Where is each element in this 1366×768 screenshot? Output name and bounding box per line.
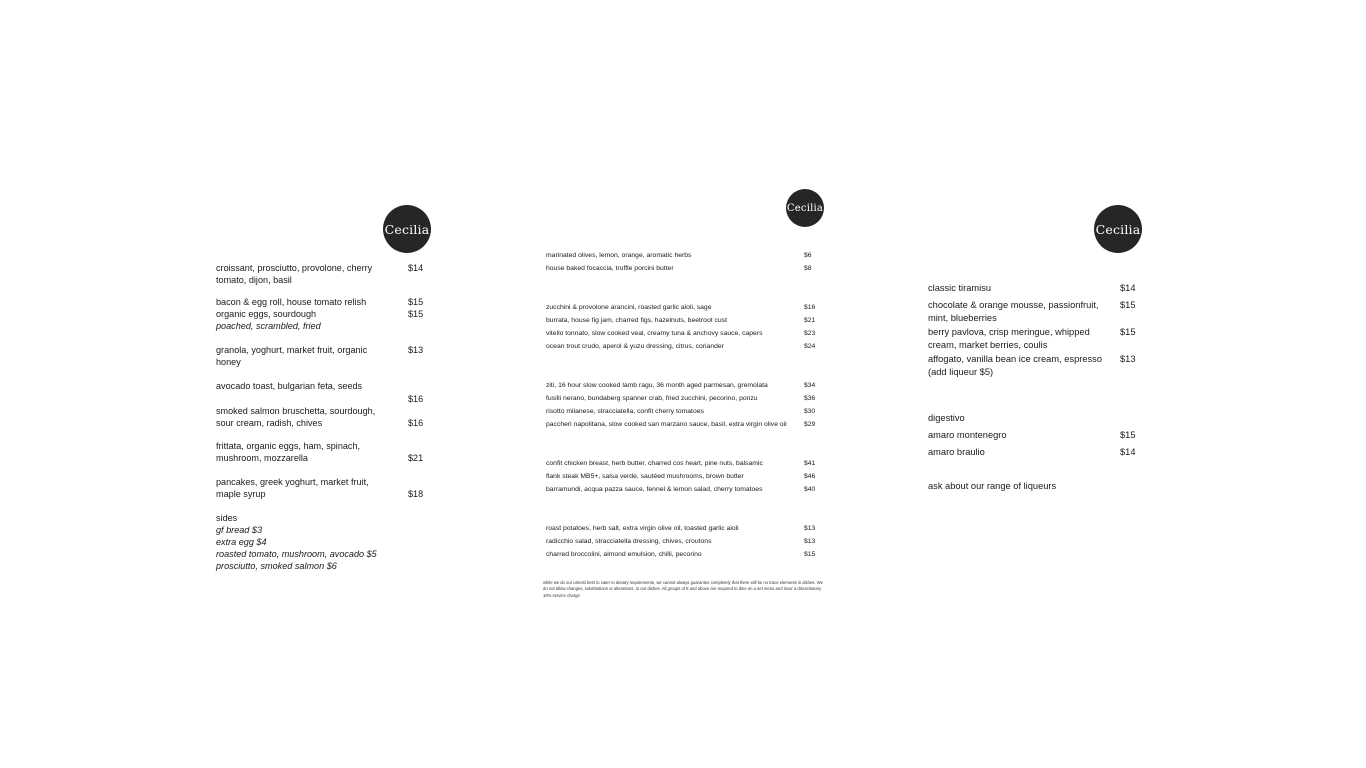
item-price: $15: [804, 551, 816, 558]
menu-item: [928, 353, 1140, 379]
item-name: roast potatoes, herb salt, extra virgin olive oil, toasted garlic aioli: [546, 525, 739, 532]
item-price: $18: [408, 489, 424, 499]
item-price-row: [216, 392, 426, 405]
menu-item: [216, 344, 426, 368]
menu-item: [546, 327, 818, 340]
item-price: $13: [408, 345, 424, 355]
menu-section: [546, 457, 818, 496]
menu-item: [216, 405, 426, 429]
menu-section: [546, 301, 818, 353]
item-price: $14: [408, 263, 424, 273]
item-price: $13: [1120, 354, 1136, 364]
menu-item: [546, 548, 818, 561]
item-price: $16: [408, 418, 424, 428]
menu-item: [546, 262, 818, 275]
item-price: $29: [804, 421, 816, 428]
item-name: fusilli nerano, bundaberg spanner crab, fried zucchini, pecorino, ponzu: [546, 395, 758, 402]
item-price: $6: [804, 252, 812, 259]
liqueur-note: ask about our range of liqueurs: [928, 481, 1057, 491]
menu-item: [546, 535, 818, 548]
digestivo-heading: digestivo: [928, 413, 965, 423]
item-name: zucchini & provolone arancini, roasted garlic aioli, sage: [546, 304, 712, 311]
menu-item: [928, 326, 1140, 352]
menu-item: [546, 418, 818, 431]
menu-section: [546, 249, 818, 275]
menu-item: [928, 446, 1140, 459]
menu-item: [546, 249, 818, 262]
item-name: croissant, prosciutto, provolone, cherry tomato, dijon, basil: [216, 263, 373, 285]
side-item: extra egg $4: [216, 537, 267, 547]
item-name: classic tiramisu: [928, 283, 992, 293]
item-name: avocado toast, bulgarian feta, seeds: [216, 381, 363, 391]
item-name-row: [216, 380, 426, 392]
menu-item: [216, 476, 426, 500]
menu-item: [928, 282, 1140, 295]
menu-item: [546, 301, 818, 314]
item-price: $34: [804, 382, 816, 389]
menu-item: [546, 470, 818, 483]
side-item: prosciutto, smoked salmon $6: [216, 561, 337, 571]
item-price: $13: [804, 525, 816, 532]
item-name: pancakes, greek yoghurt, market fruit, maple syrup: [216, 477, 369, 499]
menu-item: [546, 392, 818, 405]
item-price: $15: [408, 309, 424, 319]
dinner-menu: [546, 249, 818, 561]
item-price: $16: [408, 394, 424, 404]
item-price: $15: [1120, 300, 1136, 310]
item-price: $40: [804, 486, 816, 493]
item-price: $23: [804, 330, 816, 337]
item-name: paccheri napolitana, slow cooked san marzano sauce, basil, extra virgin olive oil: [546, 421, 787, 428]
menu-item: [546, 522, 818, 535]
item-price: $41: [804, 460, 816, 467]
item-price: $14: [1120, 283, 1136, 293]
menu-item: [546, 314, 818, 327]
item-name: frittata, organic eggs, ham, spinach, mushroom, mozzarella: [216, 441, 361, 463]
sides-heading: sides: [216, 513, 238, 523]
menu-section: [546, 522, 818, 561]
item-name: confit chicken breast, herb butter, charred cos heart, pine nuts, balsamic: [546, 460, 763, 467]
item-price: $46: [804, 473, 816, 480]
menu-item: [216, 262, 426, 286]
menu-item: [546, 340, 818, 353]
side-item: gf bread $3: [216, 525, 263, 535]
cecilia-logo: Cecilia: [383, 205, 431, 253]
item-price: $15: [408, 297, 424, 307]
cecilia-logo: Cecilia: [786, 189, 824, 227]
item-price: $16: [804, 304, 816, 311]
menu-item: [546, 379, 818, 392]
dietary-footnote: while we do our utmost best to cater to dietary requirements, we cannot always guarantee completely that there will be no trace elements in dishes. We do not allow changes, substitutions or alterations, to our dishes. All groups of 8 and above are required to dine on a set menu and incur a discretionary 10% service charge: [543, 580, 823, 598]
item-price: $24: [804, 343, 816, 350]
item-name: granola, yoghurt, market fruit, organic honey: [216, 345, 368, 367]
breakfast-menu: [216, 262, 426, 572]
item-name: flank steak MB5+, salsa verde, sautéed mushrooms, brown butter: [546, 473, 744, 480]
menu-item: [216, 296, 426, 308]
item-price: $21: [408, 453, 424, 463]
item-name: risotto milanese, stracciatella, confit cherry tomatoes: [546, 408, 704, 415]
menu-item: [546, 457, 818, 470]
item-name: marinated olives, lemon, orange, aromatic herbs: [546, 252, 692, 259]
item-price: $30: [804, 408, 816, 415]
item-price: $15: [1120, 430, 1136, 440]
item-name: berry pavlova, crisp meringue, whipped cream, market berries, coulis: [928, 327, 1090, 350]
item-name: organic eggs, sourdough: [216, 309, 317, 319]
item-price: $36: [804, 395, 816, 402]
item-name: ziti, 16 hour slow cooked lamb ragu, 36 month aged parmesan, gremolata: [546, 382, 768, 389]
item-name: chocolate & orange mousse, passionfruit, mint, blueberries: [928, 300, 1099, 323]
cecilia-logo: Cecilia: [1094, 205, 1142, 253]
item-name: house baked focaccia, truffle porcini butter: [546, 265, 674, 272]
menu-section: [546, 379, 818, 431]
menu-item: [546, 483, 818, 496]
menu-item: [216, 440, 426, 464]
item-name: smoked salmon bruschetta, sourdough, sour cream, radish, chives: [216, 406, 376, 428]
item-name: affogato, vanilla bean ice cream, espresso (add liqueur $5): [928, 354, 1102, 377]
menu-item: [546, 405, 818, 418]
item-name: amaro braulio: [928, 447, 985, 457]
dessert-menu: [928, 282, 1140, 493]
item-option: poached, scrambled, fried: [216, 321, 321, 331]
item-name: bacon & egg roll, house tomato relish: [216, 297, 367, 307]
item-name: charred broccolini, almond emulsion, chilli, pecorino: [546, 551, 702, 558]
item-name: amaro montenegro: [928, 430, 1007, 440]
item-price: $14: [1120, 447, 1136, 457]
item-name: vitello tonnato, slow cooked veal, creamy tuna & anchovy sauce, capers: [546, 330, 763, 337]
menu-item: [216, 380, 426, 405]
item-price: $13: [804, 538, 816, 545]
item-price: $21: [804, 317, 816, 324]
item-price: $15: [1120, 327, 1136, 337]
menu-item: [928, 299, 1140, 325]
menu-item: [928, 429, 1140, 442]
item-name: radicchio salad, stracciatella dressing, chives, croutons: [546, 538, 712, 545]
item-price: $8: [804, 265, 812, 272]
side-item: roasted tomato, mushroom, avocado $5: [216, 549, 377, 559]
item-name: barramundi, acqua pazza sauce, fennel & lemon salad, cherry tomatoes: [546, 486, 763, 493]
item-name: burrata, house fig jam, charred figs, hazelnuts, beetroot cust: [546, 317, 727, 324]
menu-item: [216, 308, 426, 320]
item-name: ocean trout crudo, aperol & yuzu dressing, citrus, coriander: [546, 343, 724, 350]
